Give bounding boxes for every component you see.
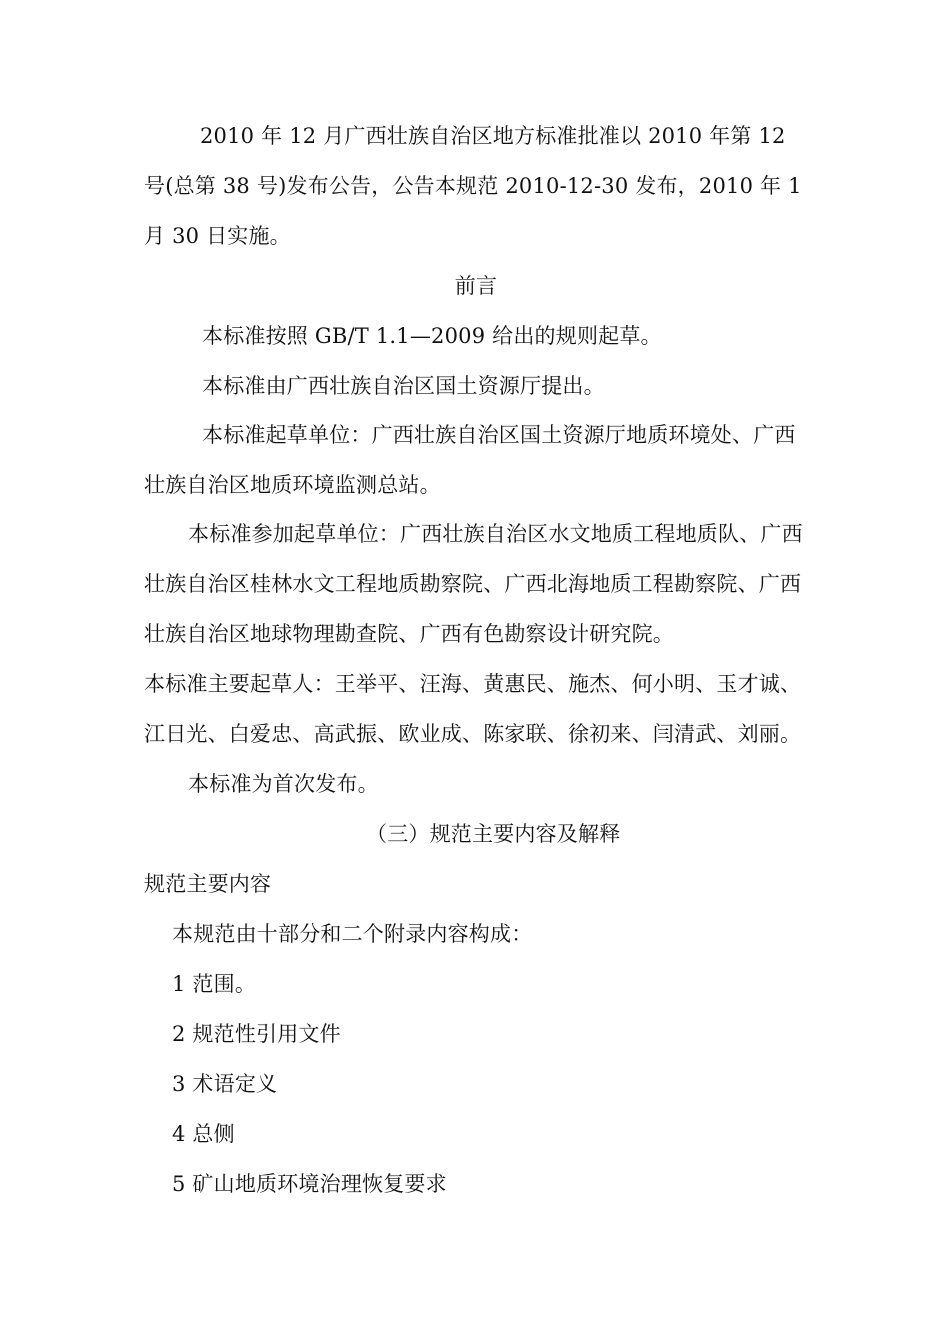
- subheading-main-contents: 规范主要内容: [144, 872, 272, 896]
- list-item: 1 范围。: [172, 972, 257, 996]
- preface-first-release: 本标准为首次发布。: [188, 772, 379, 796]
- publication-notice-paragraph: 2010 年 12 月广西壮族自治区地方标准批准以 2010 年第 12 号(总第 38 号)发布公告，公告本规范 2010-12-30 发布，2010 年 1 月 30 日实施。: [144, 124, 802, 248]
- list-item: 4 总侧: [172, 1122, 235, 1146]
- contents-intro: 本规范由十部分和二个附录内容构成：: [172, 922, 533, 946]
- preface-main-drafters: 本标准主要起草人：王举平、汪海、黄惠民、施杰、何小明、玉才诚、江日光、白爱忠、高武振、欧业成、陈家联、徐初来、闫清武、刘丽。: [144, 672, 802, 746]
- preface-drafting-units: 本标准起草单位：广西壮族自治区国土资源厅地质环境处、广西壮族自治区地质环境监测总站。: [144, 423, 796, 497]
- preface-participating-units: 本标准参加起草单位：广西壮族自治区水文地质工程地质队、广西壮族自治区桂林水文工程地质勘察院、广西北海地质工程勘察院、广西壮族自治区地球物理勘查院、广西有色勘察设计研究院。: [144, 522, 803, 646]
- list-item: 2 规范性引用文件: [172, 1022, 341, 1046]
- list-item: 3 术语定义: [172, 1072, 278, 1096]
- list-item: 5 矿山地质环境治理恢复要求: [172, 1172, 447, 1196]
- preface-proposer: 本标准由广西壮族自治区国土资源厅提出。: [202, 374, 605, 398]
- preface-heading: 前言: [454, 274, 498, 298]
- section-heading: （三）规范主要内容及解释: [366, 822, 621, 846]
- preface-drafting-rules: 本标准按照 GB/T 1.1—2009 给出的规则起草。: [202, 324, 662, 348]
